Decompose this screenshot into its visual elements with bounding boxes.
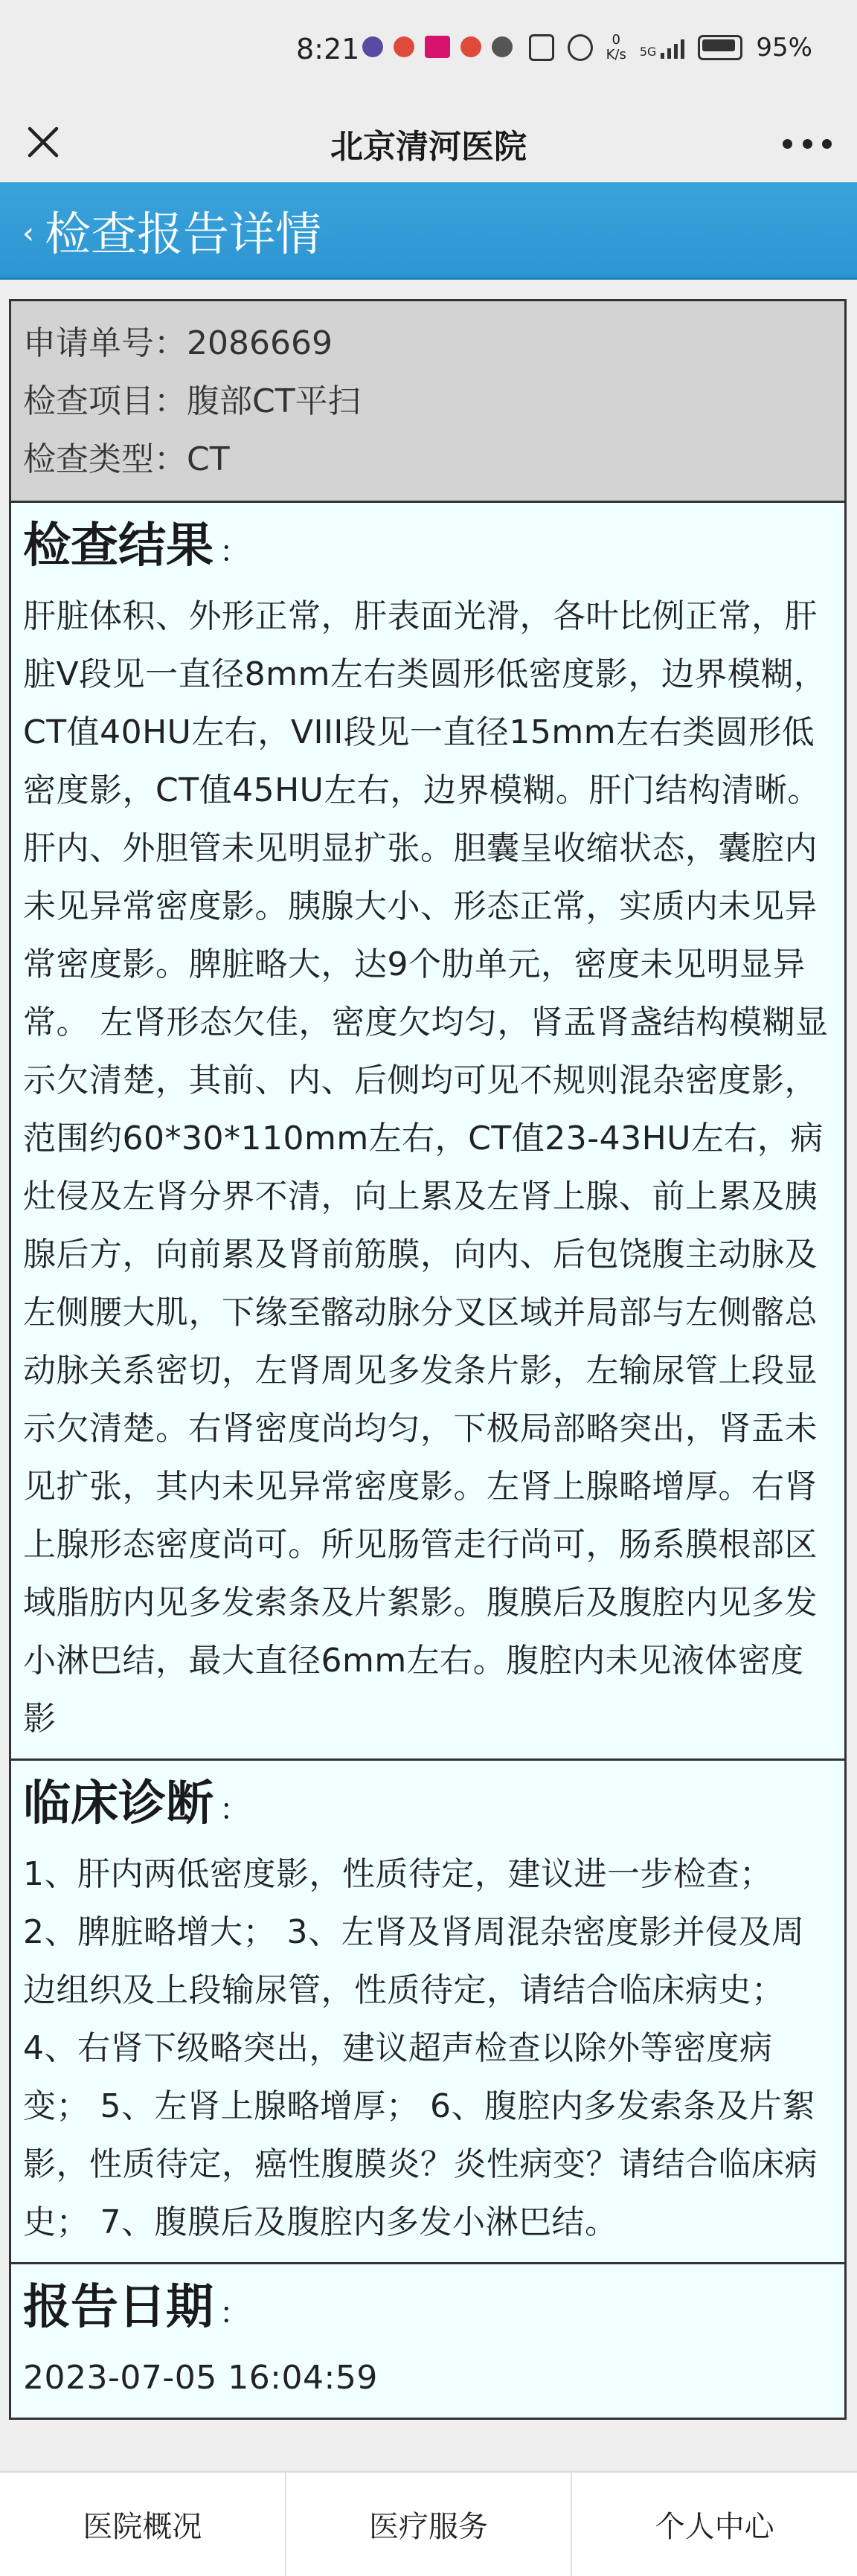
nav-hospital-overview[interactable]: 医院概况 [0,2473,286,2576]
section-title: 报告日期 ： [23,2280,249,2335]
app-title-bar [0,100,857,182]
report-date-section [11,2264,844,2418]
dot-icon [803,139,812,149]
app-notification-icon [425,36,450,58]
info-label: 检查类型： [23,440,187,478]
dot-icon [783,139,792,149]
battery-icon [698,35,742,60]
status-time: 8:21 [296,33,360,65]
battery-percent: 95% [756,33,812,62]
exam-result-section [11,503,844,1761]
page-header [0,182,857,280]
clinical-diagnosis-text: 1、肝内两低密度影，性质待定，建议进一步检查； 2、脾脏略增大； 3、左肾及肾周混杂密度影并侵及周边组织及上段输尿管，性质待定，请结合临床病史； 4、右肾下级略突出，建议超声检查以除外等密度病变； 5、左肾上腺略增厚； 6、腹腔内多发索条及片絮影，性质待定，癌性腹膜炎？炎性病变？请结合临床病史； 7、腹膜后及腹腔内多发小淋巴结。 [23,1855,818,2241]
notification-icons [362,36,513,58]
exam-result-text: 肝脏体积、外形正常，肝表面光滑，各叶比例正常，肝脏V段见一直径8mm左右类圆形低密度影，边界模糊，CT值40HU左右，VIII段见一直径15mm左右类圆形低密度影，CT值45HU左右，边界模糊。肝门结构清晰。肝内、外胆管未见明显扩张。胆囊呈收缩状态，囊腔内未见异常密度影。胰腺大小、形态正常，实质内未见异常密度影。脾脏略大，达9个肋单元，密度未见明显异常。 左肾形态欠佳，密度欠均匀，肾盂肾盏结构模糊显示欠清楚，其前、内、后侧均可见不规则混杂密度影，范围约60*30*110mm左右，CT值23-43HU左右，病灶侵及左肾分界不清，向上累及左肾上腺、前上累及胰腺后方，向前累及肾前筋膜，向内、后包饶腹主动脉及左侧腰大肌，下缘至髂动脉分叉区域并局部与左侧髂总动脉关系密切，左肾周见多发条片影，左输尿管上段显示欠清楚。右肾密度尚均匀，下极局部略突出，肾盂未见扩张，其内未见异常密度影。左肾上腺略增厚。右肾上腺形态密度尚可。所见肠管走行尚可，肠系膜根部区域脂肪内见多发索条及片絮影。腹膜后及腹腔内见多发小淋巴结，最大直径6mm左右。腹腔内未见液体密度影 [23,597,829,1738]
section-title: 临床诊断 ： [23,1776,249,1831]
section-title: 检查结果 ： [23,518,249,574]
request-number-value: 2086669 [187,324,333,362]
info-label: 申请单号： [23,324,187,362]
status-indicators [529,33,812,62]
back-arrow-icon: ‹ [22,216,34,251]
request-number-row [23,315,832,373]
nav-medical-services[interactable]: 医疗服务 [286,2473,573,2576]
exam-item-row [23,373,832,431]
exam-item-value: 腹部CT平扫 [187,382,361,420]
info-label: 检查项目： [23,382,187,420]
app-title: 北京清河医院 [330,128,527,166]
bottom-nav [0,2471,857,2576]
page-title: 检查报告详情 [45,206,322,261]
report-date-value: 2023-07-05 16:04:59 [23,2359,378,2397]
app-notification-icon [362,36,383,57]
report-info [11,301,844,503]
dot-icon [822,139,832,149]
exam-type-value: CT [187,440,230,478]
exam-type-row [23,431,832,489]
signal-icon: 5G [640,36,685,59]
network-speed: 0 K/s [606,32,626,62]
app-notification-icon [492,36,513,57]
report-card [9,299,847,2420]
more-options-button[interactable] [783,130,832,157]
weibo-notification-icon [394,36,414,57]
clinical-diagnosis-section [11,1761,844,2264]
back-button[interactable] [22,202,322,261]
nav-personal-center[interactable]: 个人中心 [655,2510,774,2544]
nfc-icon [529,34,554,61]
weibo-notification-icon [460,36,481,57]
alarm-icon [568,34,593,61]
status-bar [0,0,857,100]
